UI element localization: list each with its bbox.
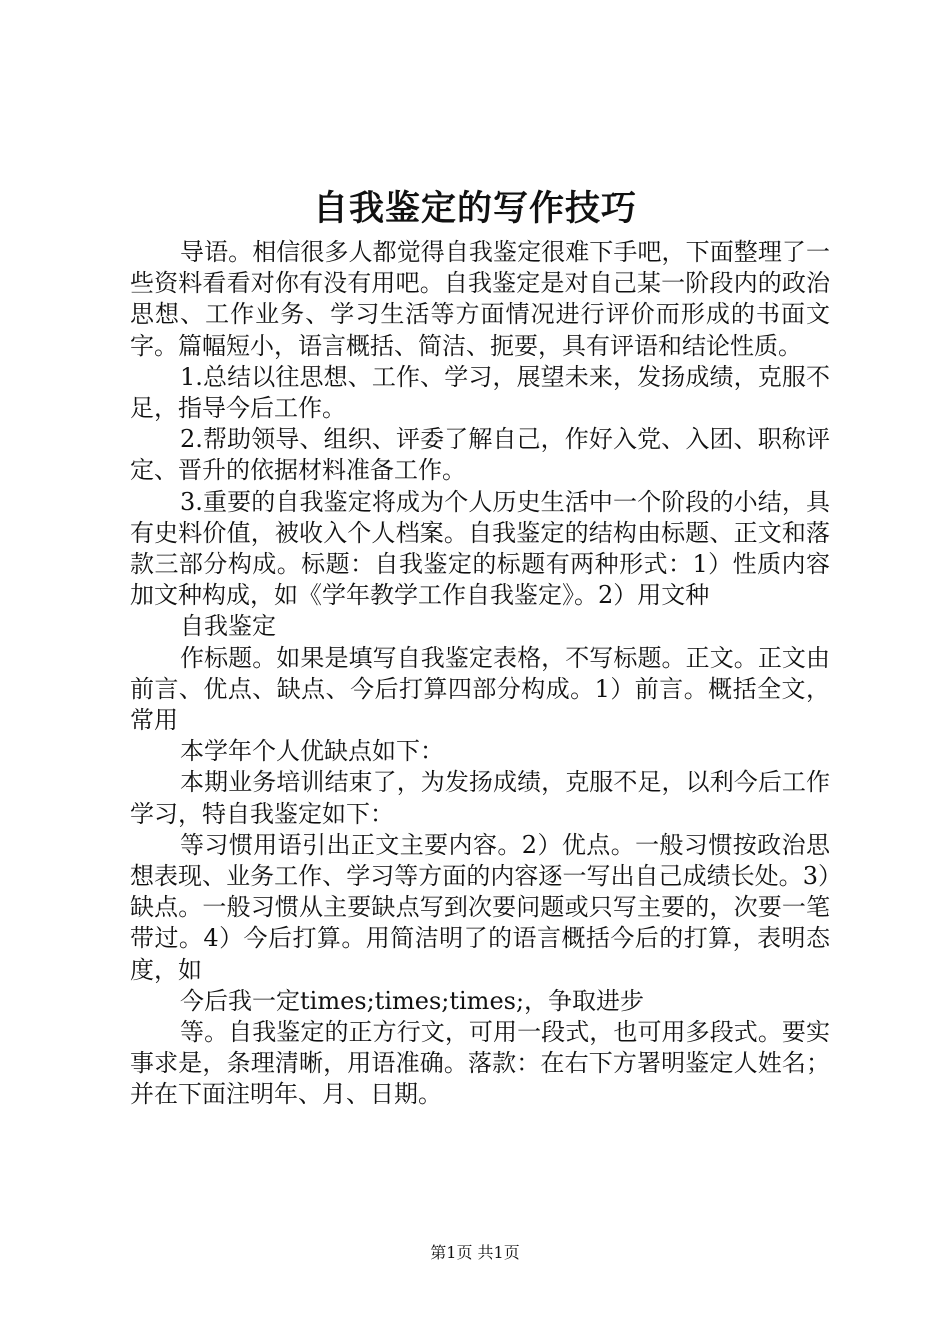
- paragraph-example-plan: 今后我一定times;times;times;，争取进步: [180, 986, 645, 1015]
- document-title: 自我鉴定的写作技巧: [312, 188, 637, 229]
- paragraph-body-structure: 等习惯用语引出正文主要内容。2）优点。一般习惯按政治思想表现、业务工作、学习等方面的内容逐一写出自己成绩长处。3）缺点。一般习惯从主要缺点写到次要问题或只写主要的，次要一笔带过。4）今后打算。用简洁明了的语言概括今后的打算，表明态度，如: [130, 830, 830, 984]
- paragraph-closing: 等。自我鉴定的正方行文，可用一段式，也可用多段式。要实事求是，条理清晰，用语准确。落款：在右下方署明鉴定人姓名；并在下面注明年、月、日期。: [130, 1018, 830, 1109]
- page-footer: 第1页 共1页: [430, 1243, 520, 1262]
- paragraph-intro: 导语。相信很多人都觉得自我鉴定很难下手吧，下面整理了一些资料看看对你有没有用吧。自我鉴定是对自己某一阶段内的政治思想、工作业务、学习生活等方面情况进行评价而形成的书面文字。篇幅短小，语言概括、简洁、扼要，具有评语和结论性质。: [130, 238, 830, 360]
- paragraph-example-title: 自我鉴定: [180, 612, 276, 641]
- paragraph-point-2: 2.帮助领导、组织、评委了解自己，作好入党、入团、职称评定、晋升的依据材料准备工作。: [130, 425, 830, 485]
- paragraph-title-format: 作标题。如果是填写自我鉴定表格，不写标题。正文。正文由前言、优点、缺点、今后打算四部分构成。1）前言。概括全文，常用: [130, 643, 830, 735]
- paragraph-example-opening-2: 本期业务培训结束了，为发扬成绩，克服不足，以利今后工作学习，特自我鉴定如下：: [130, 768, 830, 828]
- document-body: [130, 237, 830, 1111]
- paragraph-point-3: 3.重要的自我鉴定将成为个人历史生活中一个阶段的小结，具有史料价值，被收入个人档案。自我鉴定的结构由标题、正文和落款三部分构成。标题：自我鉴定的标题有两种形式：1）性质内容加文种构成，如《学年教学工作自我鉴定》。2）用文种: [130, 487, 830, 610]
- paragraph-point-1: 1.总结以往思想、工作、学习，展望未来，发扬成绩，克服不足，指导今后工作。: [130, 362, 830, 423]
- paragraph-example-opening-1: 本学年个人优缺点如下：: [180, 737, 444, 766]
